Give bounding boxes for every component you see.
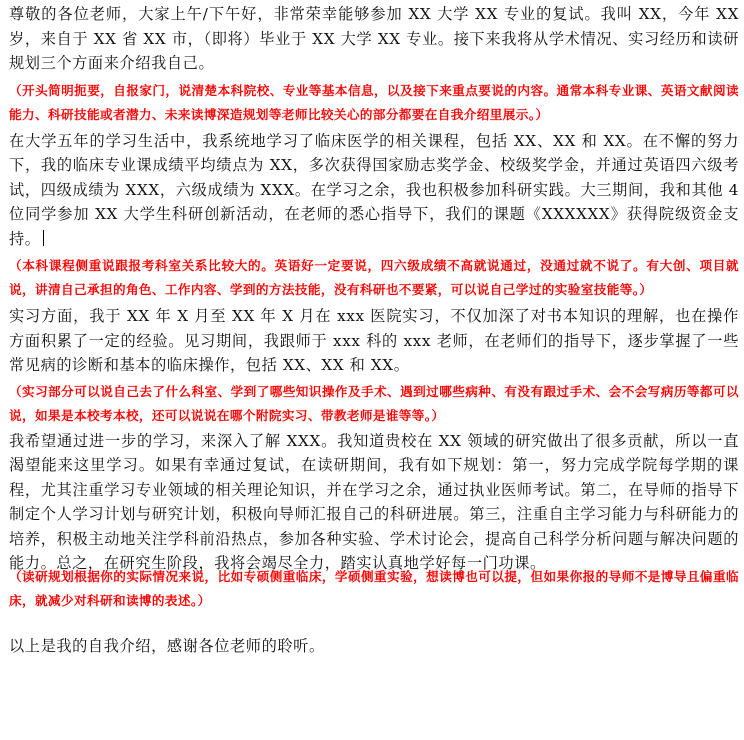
plan-guidance-note: （读研规划根据你的实际情况来说，比如专硕侧重临床，学硕侧重实验，想读博也可以提，但如果你报的导师不是博导且偏重临床，就减少对科研和读博的表述。） xyxy=(9,568,739,608)
academic-guidance-note: （本科课程侧重说跟报考科室关系比较大的。英语好一定要说，四六级成绩不高就说通过，没通过就不说了。有大创、项目就说，讲清自己承担的角色、工作内容、学到的方法技能，没有科研也不要紧，可以说自己学过的实验室技能等。） xyxy=(9,258,739,297)
internship-paragraph: 实习方面，我于 XX 年 X 月至 XX 年 X 月在 xxx 医院实习，不仅加深了对书本知识的理解，也在操作方面积累了一定的经验。见习期间，我跟师于 xxx 科的 xxx 老师，在老师们的指导下，逐步掌握了一些常见病的诊断和基本的临床操作，包括 XX、XX 和 XX。 xyxy=(9,307,739,374)
internship-guidance-note: （实习部分可以说自己去了什么科室、学到了哪些知识操作及手术、遇到过哪些病种、有没有跟过手术、会不会写病历等都可以说，如果是本校考本校，还可以说说在哪个附院实习、带教老师是谁等等。） xyxy=(9,383,739,423)
plan-paragraph: 我希望通过进一步的学习，来深入了解 XXX。我知道贵校在 XX 领域的研究做出了很多贡献，所以一直渴望能来这里学习。如果有幸通过复试，在读研期间，我有如下规划：第一，努力完成学院每学期的课程，尤其注重学习专业领域的相关理论知识，并在学习之余，通过执业医师考试。第二，在导师的指导下制定个人学习计划与研究计划，积极向导师汇报自己的科研进展。第三，注重自主学习能力与科研能力的培养，积极主动地关注学科前沿热点，参加各种实验、学术讨论会，提高自己科学分析问题与解决问题的能力。总之，在研究生阶段，我将会竭尽全力，踏实认真地学好每一门功课。 xyxy=(9,431,739,572)
closing-paragraph: 以上是我的自我介绍，感谢各位老师的聆听。 xyxy=(9,636,325,655)
intro-guidance-note: （开头简明扼要，自报家门，说清楚本科院校、专业等基本信息，以及接下来重点要说的内容。通常本科专业课、英语文献阅读能力、科研技能或者潜力、未来读博深造规划等老师比较关心的部分都要在自我介绍里展示。） xyxy=(9,82,739,122)
text-cursor xyxy=(43,230,44,246)
intro-paragraph: 尊敬的各位老师，大家上午/下午好，非常荣幸能够参加 XX 大学 XX 专业的复试。我叫 XX，今年 XX 岁，来自于 XX 省 XX 市，（即将）毕业于 XX 大学 XX 专业。接下来我将从学术情况、实习经历和读研规划三个方面来介绍我自己。 xyxy=(9,5,739,72)
document-body xyxy=(9,0,739,658)
plan-paragraph-clipped-region xyxy=(9,429,739,572)
academic-paragraph xyxy=(9,129,739,252)
academic-text: 在大学五年的学习生活中，我系统地学习了临床医学的相关课程，包括 XX、XX 和 XX。在不懈的努力下，我的临床专业课成绩平均绩点为 XX，多次获得国家励志奖学金、校级奖学金，并通过英语四六级考试，四级成绩为 XXX，六级成绩为 XXX。在学习之余，我也积极参加科研实践。大三期间，我和其他 4 位同学参加 XX 大学生科研创新活动，在老师的悉心指导下，我们的课题《XXXXXX》获得院级资金支持。 xyxy=(9,131,739,248)
